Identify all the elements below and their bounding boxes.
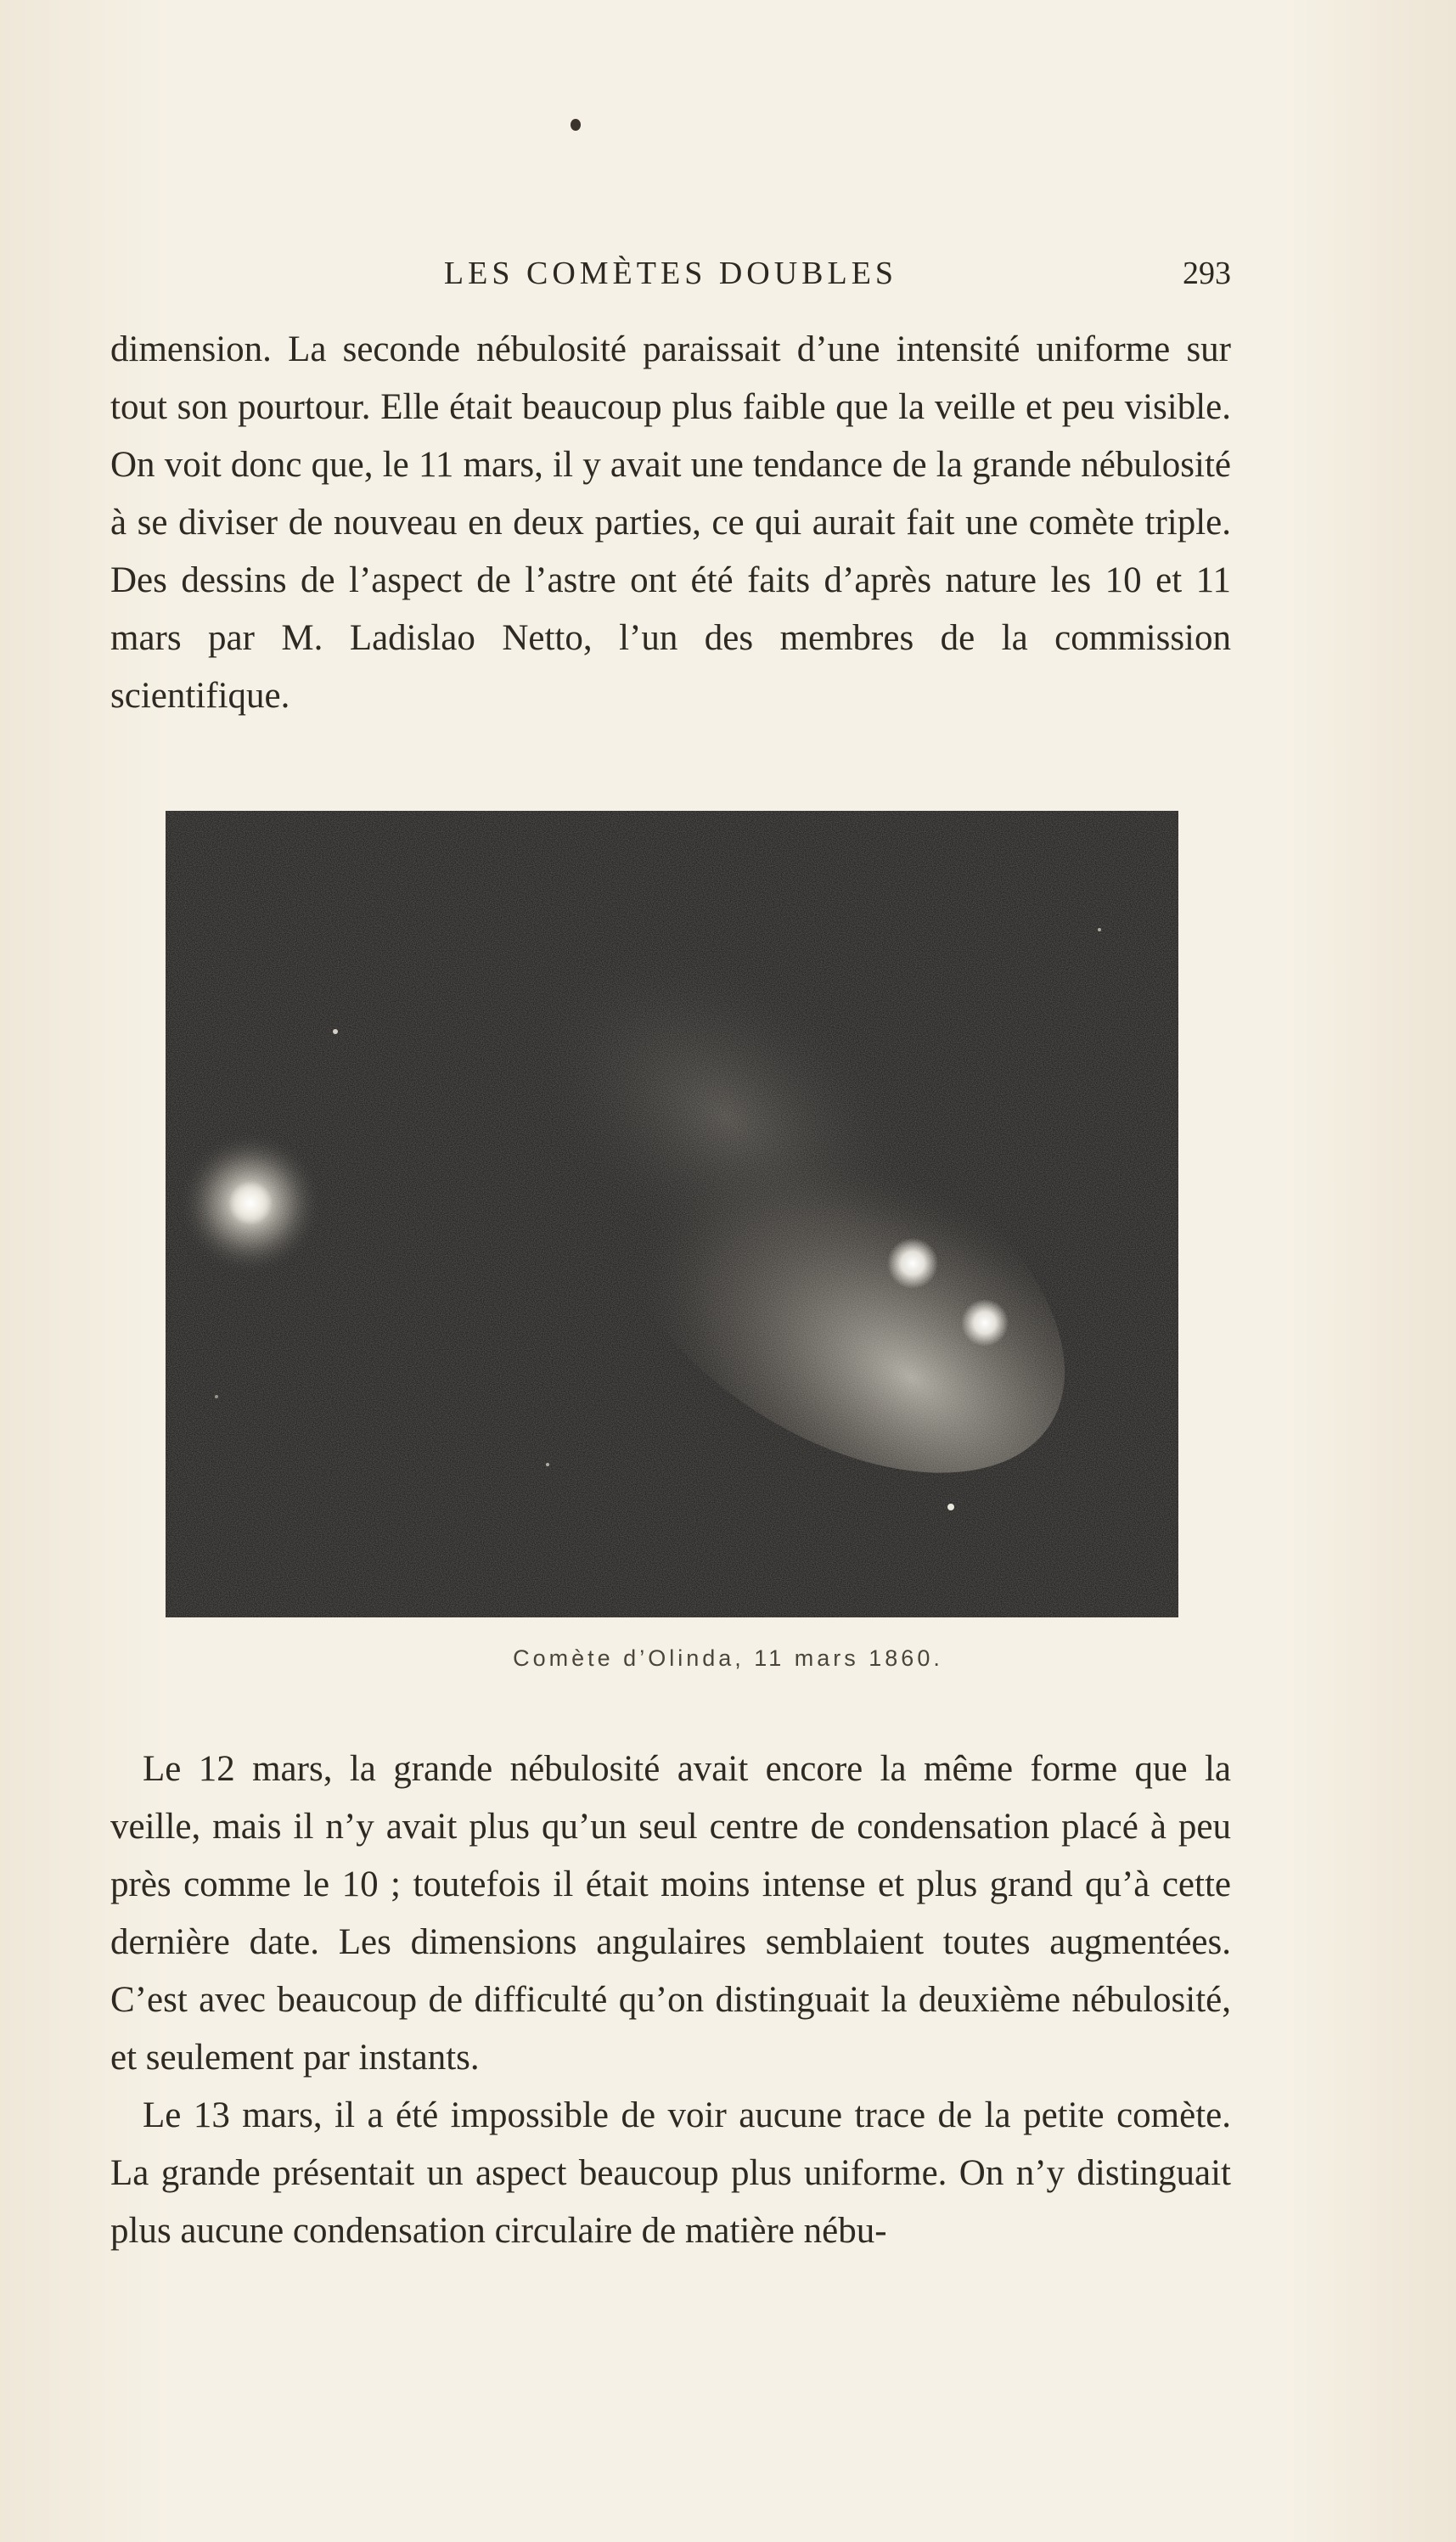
paragraph: Le 12 mars, la grande nébulosité avait encore la même forme que la veille, mais il n’y avait plus qu’un seul centre de condensation placé à peu près comme le 10 ; toutefois il était moins intense et plus grand qu’à cette dernière date. Les dimensions angulaires semblaient toutes augmentées. C’est avec beaucoup de difficulté qu’on distinguait la deuxième nébulosité, et seulement par instants. <box>110 1749 1231 2078</box>
comet-illustration <box>166 811 1178 1617</box>
comet-drawing <box>166 811 1178 1617</box>
paragraph: dimension. La seconde nébulosité paraissait d’une intensité uniforme sur tout son pourtour. Elle était beaucoup plus faible que la veille et peu visible. On voit donc que, le 11 mars, il y avait une tendance de la grande nébulosité à se diviser de nouveau en deux parties, ce qui aurait fait une comète triple. Des dessins de l’aspect de l’astre ont été faits d’après nature les 10 et 11 mars par M. Ladislao Netto, l’un des membres de la commission scientifique. <box>110 329 1231 716</box>
ink-speck <box>571 119 581 131</box>
paragraph-block-bottom <box>110 1741 1231 2260</box>
figure-caption: Comète d’Olinda, 11 mars 1860. <box>513 1645 943 1671</box>
running-title: LES COMÈTES DOUBLES <box>443 256 898 291</box>
page-number: 293 <box>1183 256 1231 291</box>
engraving-grain <box>166 811 1178 1617</box>
paragraph-block-top <box>110 321 1231 725</box>
page-header <box>110 255 1231 297</box>
paragraph: Le 13 mars, il a été impossible de voir aucune trace de la petite comète. La grande présentait un aspect beaucoup plus uniforme. On n’y distinguait plus aucune condensation circulaire de matière nébu- <box>110 2095 1231 2251</box>
